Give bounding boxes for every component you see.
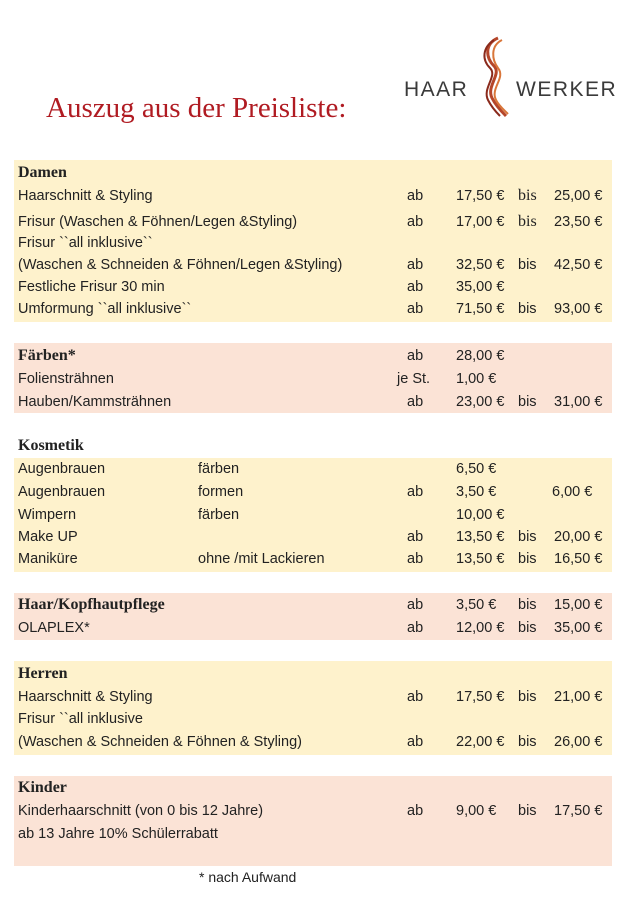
price-row (14, 731, 612, 753)
section-heading: Färben* (18, 347, 76, 364)
price-bis: bis (518, 597, 537, 613)
section-herren (14, 661, 612, 755)
service-name: Umformung ``all inklusive`` (18, 301, 192, 317)
service-name: Frisur (Waschen & Föhnen/Legen &Styling) (18, 214, 298, 230)
price-bis: bis (518, 394, 537, 410)
service-name: Kinderhaarschnitt (von 0 bis 12 Jahre) (18, 803, 264, 819)
price-prefix: ab (407, 257, 424, 273)
price-prefix: ab (407, 597, 424, 613)
section-kosmetik (14, 458, 612, 572)
section-heading-row (14, 663, 612, 685)
price-to: 6,00 € (552, 484, 593, 500)
price-row (14, 823, 612, 845)
service-detail: ohne /mit Lackieren (198, 551, 325, 567)
service-name: Festliche Frisur 30 min (18, 279, 165, 295)
price-row (14, 708, 612, 730)
logo-text-right: WERKER (516, 78, 618, 101)
price-bis: bis (518, 529, 537, 545)
price-to: 93,00 € (554, 301, 603, 317)
price-to: 20,00 € (554, 529, 603, 545)
price-from: 71,50 € (456, 301, 505, 317)
logo-text-left: HAAR (404, 78, 469, 101)
service-name: Augenbrauen (18, 461, 106, 477)
price-prefix: ab (407, 551, 424, 567)
section-kinder (14, 776, 612, 866)
section-heading: Damen (18, 164, 67, 181)
price-from: 23,00 € (456, 394, 505, 410)
price-row (14, 368, 612, 390)
price-bis: bis (518, 620, 537, 636)
price-to: 16,50 € (554, 551, 603, 567)
section-haar-kopfhautpflege (14, 593, 612, 640)
price-from: 12,00 € (456, 620, 505, 636)
section-damen (14, 160, 612, 322)
service-detail: färben (198, 461, 240, 477)
service-detail: färben (198, 507, 240, 523)
price-row (14, 254, 612, 276)
price-to: 25,00 € (554, 188, 603, 204)
price-prefix: ab (407, 188, 424, 204)
service-name: Maniküre (18, 551, 78, 567)
price-to: 35,00 € (554, 620, 603, 636)
price-prefix: ab (407, 620, 424, 636)
section-kosmetik-heading (14, 434, 612, 458)
service-name: Frisur ``all inklusive (18, 711, 143, 727)
price-prefix: ab (407, 734, 424, 750)
price-row (14, 617, 612, 639)
section-heading: Haar/Kopfhautpflege (18, 596, 165, 613)
price-bis: bis (518, 551, 537, 567)
price-prefix: ab (407, 484, 424, 500)
page-title: Auszug aus der Preisliste: (46, 92, 347, 124)
price-from: 9,00 € (456, 803, 497, 819)
price-bis: bis (518, 301, 537, 317)
service-name: (Waschen & Schneiden & Föhnen & Styling) (18, 734, 302, 750)
price-prefix: ab (407, 689, 424, 705)
price-prefix: ab (407, 301, 424, 317)
price-row (14, 504, 612, 526)
price-prefix: ab (407, 394, 424, 410)
section-faerben (14, 343, 612, 413)
price-row (14, 185, 612, 207)
price-row (14, 232, 612, 254)
price-from: 17,50 € (456, 188, 505, 204)
price-row (14, 526, 612, 548)
price-to: 21,00 € (554, 689, 603, 705)
section-heading: Kosmetik (18, 437, 84, 454)
section-heading-row (14, 162, 612, 184)
price-to: 17,50 € (554, 803, 603, 819)
price-row (14, 298, 612, 320)
service-name: Augenbrauen (18, 484, 106, 500)
service-name: Foliensträhnen (18, 371, 114, 387)
price-prefix: ab (407, 279, 424, 295)
price-row (14, 211, 612, 233)
service-name: Hauben/Kammsträhnen (18, 394, 172, 410)
price-to: 31,00 € (554, 394, 603, 410)
section-heading-row (14, 435, 612, 457)
price-prefix: ab (407, 529, 424, 545)
section-heading: Kinder (18, 779, 67, 796)
price-row (14, 800, 612, 822)
section-heading: Herren (18, 665, 68, 682)
price-from: 17,50 € (456, 689, 505, 705)
price-row (14, 481, 612, 503)
service-name: OLAPLEX* (18, 620, 90, 636)
price-from: 32,50 € (456, 257, 505, 273)
price-bis: bis (518, 187, 537, 204)
price-from: 3,50 € (456, 484, 497, 500)
service-name: Make UP (18, 529, 78, 545)
footnote: * nach Aufwand (199, 869, 297, 885)
price-from: 22,00 € (456, 734, 505, 750)
price-to: 26,00 € (554, 734, 603, 750)
price-from: 10,00 € (456, 507, 505, 523)
price-prefix: ab (407, 803, 424, 819)
price-prefix: ab (407, 348, 424, 364)
price-to: 42,50 € (554, 257, 603, 273)
price-from: 13,50 € (456, 551, 505, 567)
price-bis: bis (518, 803, 537, 819)
price-from: 28,00 € (456, 348, 505, 364)
section-heading-row (14, 345, 612, 367)
price-from: 13,50 € (456, 529, 505, 545)
service-name: Haarschnitt & Styling (18, 188, 153, 204)
price-to: 23,50 € (554, 214, 603, 230)
service-detail: formen (198, 484, 244, 500)
service-name: Wimpern (18, 507, 77, 523)
price-bis: bis (518, 689, 537, 705)
section-heading-row (14, 777, 612, 799)
service-name: Haarschnitt & Styling (18, 689, 153, 705)
price-prefix: ab (407, 214, 424, 230)
price-bis: bis (518, 734, 537, 750)
price-to: 15,00 € (554, 597, 603, 613)
service-name: ab 13 Jahre 10% Schülerrabatt (18, 826, 218, 842)
price-row (14, 276, 612, 298)
price-row (14, 548, 612, 570)
price-bis: bis (518, 257, 537, 273)
price-prefix: je St. (397, 371, 431, 387)
service-name: (Waschen & Schneiden & Föhnen/Legen &Styling) (18, 257, 343, 273)
price-from: 3,50 € (456, 597, 497, 613)
price-from: 17,00 € (456, 214, 505, 230)
price-from: 35,00 € (456, 279, 505, 295)
hair-swirl-icon (476, 34, 512, 118)
haarwerker-logo (404, 34, 618, 118)
price-row (14, 458, 612, 480)
section-heading-row (14, 594, 612, 616)
price-row (14, 391, 612, 413)
price-row (14, 686, 612, 708)
price-from: 6,50 € (456, 461, 497, 477)
service-name: Frisur ``all inklusive`` (18, 235, 153, 251)
price-bis: bis (518, 213, 537, 230)
price-from: 1,00 € (456, 371, 497, 387)
